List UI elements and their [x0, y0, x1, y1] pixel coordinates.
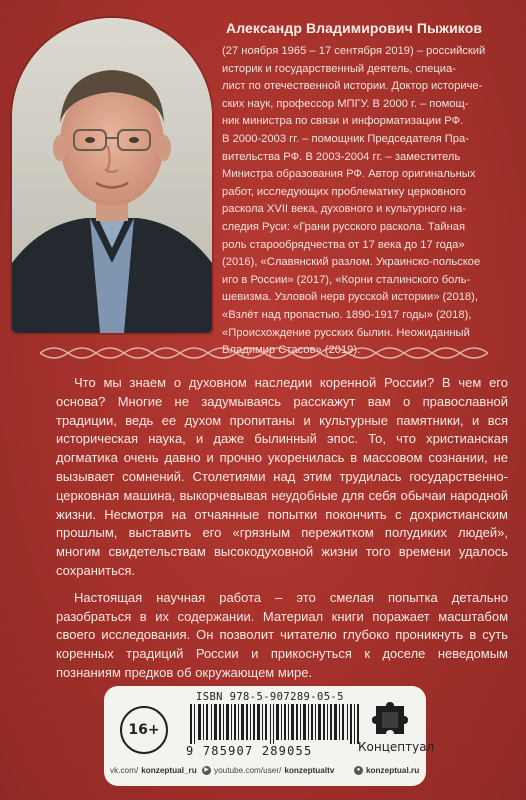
website-url: konzeptual.ru [366, 766, 420, 775]
youtube-icon: ▶ [202, 766, 211, 775]
bio-line: (27 ноября 1965 – 17 сентября 2019) – российский [222, 45, 486, 57]
bio-line: (2016), «Славянский разлом. Украинско-польское [222, 256, 481, 269]
book-description [56, 374, 508, 683]
bio-line: иго в России» (2017), «Корни сталинского боль- [222, 273, 471, 286]
description-paragraph: Настоящая научная работа – это смелая попытка детально разобраться в их содержании. Материал книги поражает масштабом своего исследования. Он позволит читателю глубоко проникнуть в суть коренных традиций России и прикоснуться к доселе неведомым познаниям предков об окружающем мире. [56, 589, 508, 680]
ornament-divider [40, 342, 488, 364]
bio-line: ник министра по связи и информатизации РФ. [222, 115, 464, 128]
author-bio [222, 43, 518, 360]
description-paragraph: Что мы знаем о духовном наследии коренной России? В чем его основа? Многие не задумываясь расскажут вам о православной традиции, ведь ее духом пропитаны и культурные памятники, и вся историческая наука, и даже былинный эпос. То, что христианская догматика очень давно и прочно укоренилась в массовом сознании, не вызывает сомнений. Столетиями над этим трудилась государственно-церковная машина, выкорчевывая неудобные для себя обычаи народной жизни. Несмотря на отчаянные попытки покончить с дохристианским прошлым, выставить его «грязным пережитком полудиких людей», многим свидетельствам высокодуховной жизни того времени удалось сохраниться. [56, 375, 508, 578]
youtube-link[interactable] [202, 766, 334, 775]
bio-line: В 2000-2003 гг. – помощник Председателя Пра- [222, 132, 469, 145]
bio-line: раскола XVII века, духовного и культурного на- [222, 203, 466, 216]
publisher-name: Концептуал [358, 740, 435, 754]
social-links [110, 766, 422, 780]
bio-line: «Взлёт над пропастью. 1890-1917 годы» (2018), [222, 308, 472, 321]
author-name: Александр Владимирович Пыжиков [226, 20, 483, 36]
youtube-handle: konzeptualtv [284, 766, 335, 775]
author-photo [12, 18, 212, 333]
globe-icon: ● [354, 766, 363, 775]
bio-line: вительства РФ. В 2003-2004 гг. – заместитель [222, 150, 461, 163]
bio-line: лист по отечественной истории. Доктор историче- [222, 80, 483, 93]
puzzle-logo-icon [372, 702, 408, 738]
bio-line: «Происхождение русских былин. Неожиданный [222, 326, 470, 339]
bio-line: шевизма. Узловой нерв русской истории» (2018), [222, 291, 478, 304]
bio-line: следия Руси: «Грани русского раскола. Тайная [222, 220, 466, 233]
vk-url-prefix: vk.com/ [110, 766, 139, 775]
isbn-label: ISBN 978-5-907289-05-5 [196, 691, 344, 703]
bio-line: работ, исследующих проблематику церковного [222, 185, 466, 198]
bio-line: историк и государственный деятель, специа- [222, 62, 456, 75]
barcode-digits: 9 785907 289055 [186, 744, 313, 758]
vk-handle: konzeptual_ru [141, 766, 197, 775]
barcode [190, 704, 360, 744]
vk-link[interactable] [110, 766, 197, 775]
bio-line: роль старообрядчества от 17 века до 17 года» [222, 238, 465, 251]
youtube-url-prefix: youtube.com/user/ [214, 766, 282, 775]
bio-line: Министра образования РФ. Автор оригинальных [222, 168, 476, 181]
bio-line: ских наук, профессор МПГУ. В 2000 г. – помощ- [222, 97, 469, 110]
bio-line: Владимир Стасов» (2019). [222, 344, 361, 357]
age-rating-badge: 16+ [120, 706, 168, 754]
author-portrait-illustration [12, 18, 212, 333]
website-link[interactable] [354, 766, 419, 775]
